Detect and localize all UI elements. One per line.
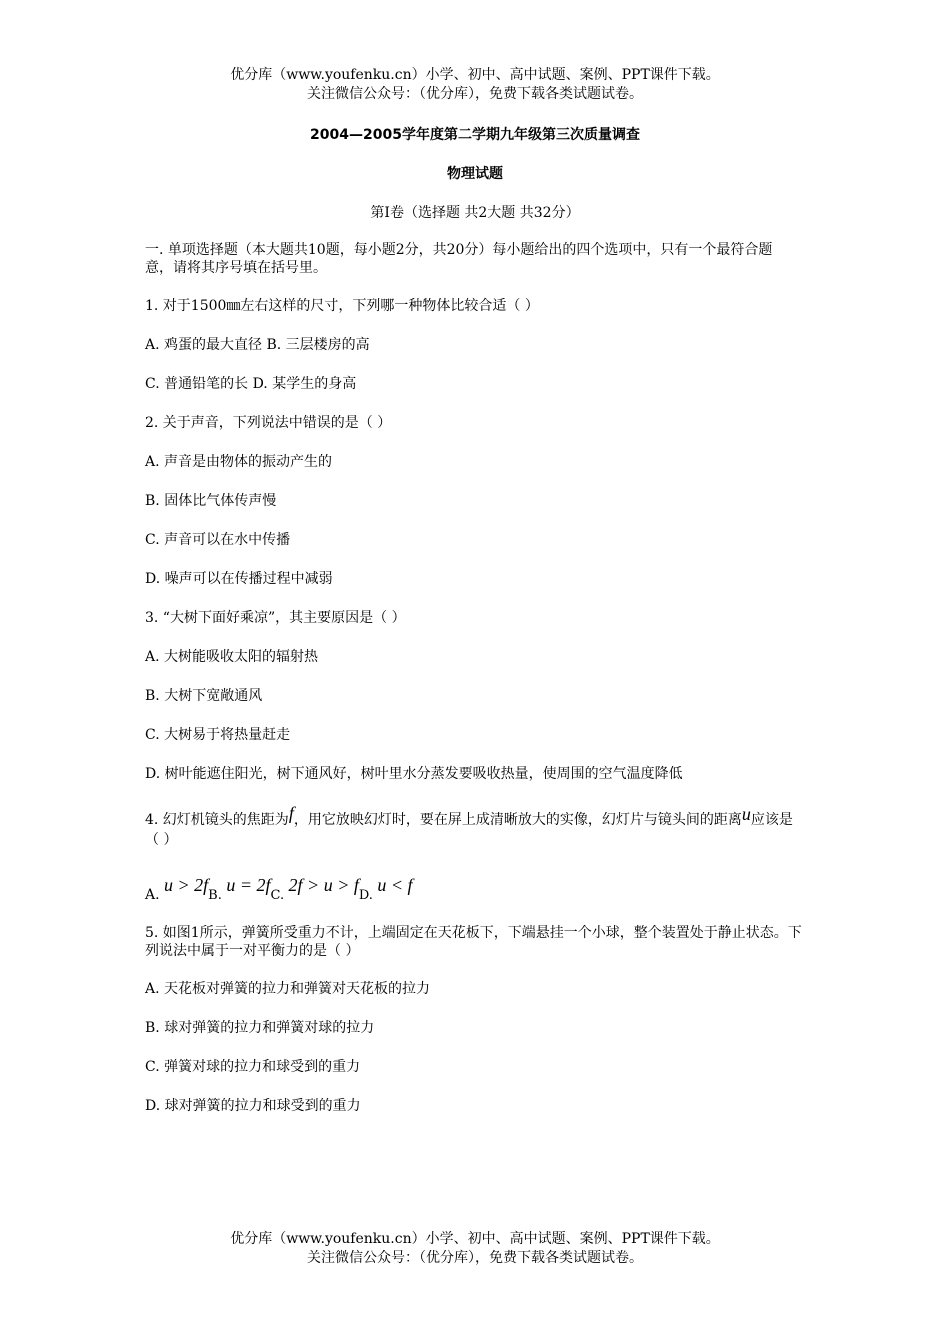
q4-label-a: A.	[145, 887, 160, 903]
q5-option-a: A. 天花板对弹簧的拉力和弹簧对天花板的拉力	[145, 981, 431, 997]
q3-stem: 3. “大树下面好乘凉”，其主要原因是（ ）	[145, 610, 406, 626]
q5-option-b: B. 球对弹簧的拉力和弹簧对球的拉力	[145, 1020, 375, 1036]
q3-option-a: A. 大树能吸收太阳的辐射热	[145, 649, 319, 665]
header-line-1: 优分库（www.youfenku.cn）小学、初中、高中试题、案例、PPT课件下载。	[230, 67, 720, 83]
q2-option-b: B. 固体比气体传声慢	[145, 493, 277, 509]
header-line-2: 关注微信公众号：（优分库），免费下载各类试题试卷。	[307, 86, 643, 102]
q4-stem	[145, 803, 795, 850]
q2-option-c: C. 声音可以在水中传播	[145, 532, 291, 548]
q5-option-d: D. 球对弹簧的拉力和球受到的重力	[145, 1098, 361, 1114]
page-subtitle: 物理试题	[447, 166, 503, 182]
q2-stem: 2. 关于声音，下列说法中错误的是（ ）	[145, 415, 392, 431]
footer-line-2: 关注微信公众号：（优分库），免费下载各类试题试卷。	[307, 1250, 643, 1266]
q3-option-d: D. 树叶能遮住阳光，树下通风好，树叶里水分蒸发要吸收热量，使周围的空气温度降低	[145, 766, 683, 782]
q1-options-ab: A. 鸡蛋的最大直径 B. 三层楼房的高	[145, 337, 370, 353]
q4-option-b: u = 2f	[226, 875, 271, 895]
q4-option-c: 2f > u > f	[288, 875, 359, 895]
q4-label-d: D.	[358, 888, 373, 903]
section-instructions: 一. 单项选择题（本大题共10题，每小题2分，共20分）每小题给出的四个选项中，只有一个最符合题意，请将其序号填在括号里。	[145, 242, 773, 276]
q4-option-a: u > 2f	[164, 875, 209, 895]
q3-option-c: C. 大树易于将热量赶走	[145, 727, 291, 743]
q3-option-b: B. 大树下宽敞通风	[145, 688, 263, 704]
q5-option-c: C. 弹簧对球的拉力和球受到的重力	[145, 1059, 361, 1075]
q1-stem: 1. 对于1500㎜左右这样的尺寸，下列哪一种物体比较合适（ ）	[145, 298, 539, 314]
q4-options	[145, 872, 815, 901]
q2-option-a: A. 声音是由物体的振动产生的	[145, 454, 333, 470]
q5-stem: 5. 如图1所示，弹簧所受重力不计，上端固定在天花板下，下端悬挂一个小球，整个装置处于静止状态。下列说法中属于一对平衡力的是（ ）	[145, 925, 802, 959]
q4-label-b: B.	[208, 888, 222, 903]
page-title: 2004—2005学年度第二学期九年级第三次质量调查	[310, 127, 640, 143]
q4-var-u: u	[741, 804, 751, 824]
q2-option-d: D. 噪声可以在传播过程中减弱	[145, 571, 333, 587]
q4-var-f: f	[288, 803, 294, 823]
q4-stem-part2: ，用它放映幻灯时，要在屏上成清晰放大的实像，幻灯片与镜头间的距离	[293, 812, 742, 828]
volume-heading: 第Ⅰ卷（选择题 共2大题 共32分）	[370, 205, 580, 221]
q4-stem-part3: 应该是（ ）	[145, 812, 793, 848]
q1-options-cd: C. 普通铅笔的长 D. 某学生的身高	[145, 376, 357, 392]
footer-line-1: 优分库（www.youfenku.cn）小学、初中、高中试题、案例、PPT课件下载。	[230, 1231, 720, 1247]
q4-label-c: C.	[270, 888, 285, 903]
q4-option-d: u < f	[377, 875, 413, 895]
q4-stem-part1: 4. 幻灯机镜头的焦距为	[145, 812, 289, 828]
